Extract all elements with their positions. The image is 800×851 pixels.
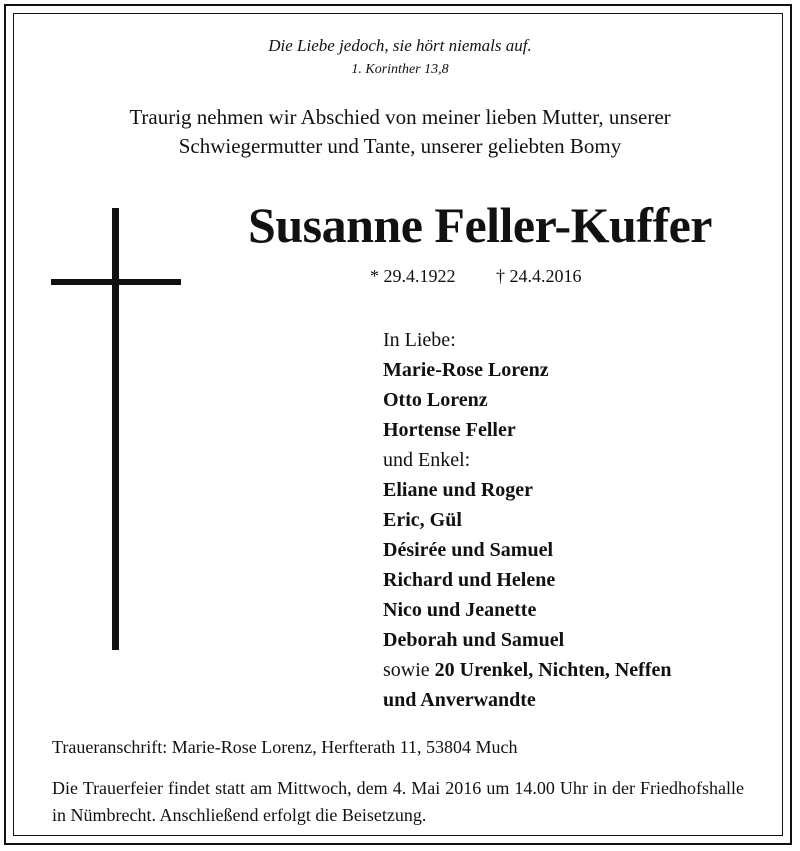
grandchildren-label: und Enkel: <box>383 449 471 471</box>
mourner-name: Marie-Rose Lorenz <box>383 359 549 381</box>
birth-date: * 29.4.1922 <box>370 266 456 286</box>
mourner-name: Otto Lorenz <box>383 389 488 411</box>
mourner-name: Hortense Feller <box>383 419 516 441</box>
ceremony-info: Die Trauerfeier findet statt am Mittwoch, dem 4. Mai 2016 um 14.00 Uhr in der Friedhofshalle in Nümbrecht. Anschließend erfolgt die Beisetzung. <box>52 778 744 825</box>
others-relatives: 20 Urenkel, Nichten, Neffen <box>434 659 672 681</box>
mourners-list <box>383 325 672 715</box>
intro-line-2: Schwiegermutter und Tante, unserer geliebten Bomy <box>178 134 622 158</box>
cross-icon-bar <box>51 279 181 285</box>
deceased-name: Susanne Feller-Kuffer <box>248 197 712 253</box>
others-line <box>383 655 672 685</box>
others-relatives-2: und Anverwandte <box>383 689 536 711</box>
grandchild-name: Eric, Gül <box>383 509 462 531</box>
death-date: † 24.4.2016 <box>496 266 582 286</box>
grandchild-name: Deborah und Samuel <box>383 629 565 651</box>
intro-line-1: Traurig nehmen wir Abschied von meiner lieben Mutter, unserer <box>129 105 671 129</box>
life-dates <box>370 266 582 287</box>
bible-quote: Die Liebe jedoch, sie hört niemals auf. <box>268 36 532 55</box>
others-prefix: sowie <box>383 659 430 681</box>
intro-text <box>0 103 800 161</box>
grandchild-name: Désirée und Samuel <box>383 539 553 561</box>
mourning-address: Traueranschrift: Marie-Rose Lorenz, Herfterath 11, 53804 Much <box>52 737 518 757</box>
grandchild-name: Richard und Helene <box>383 569 556 591</box>
bible-quote-source: 1. Korinther 13,8 <box>351 62 449 77</box>
cross-icon <box>112 208 119 650</box>
in-love-label: In Liebe: <box>383 329 456 351</box>
grandchild-name: Nico und Jeanette <box>383 599 537 621</box>
grandchild-name: Eliane und Roger <box>383 479 534 501</box>
